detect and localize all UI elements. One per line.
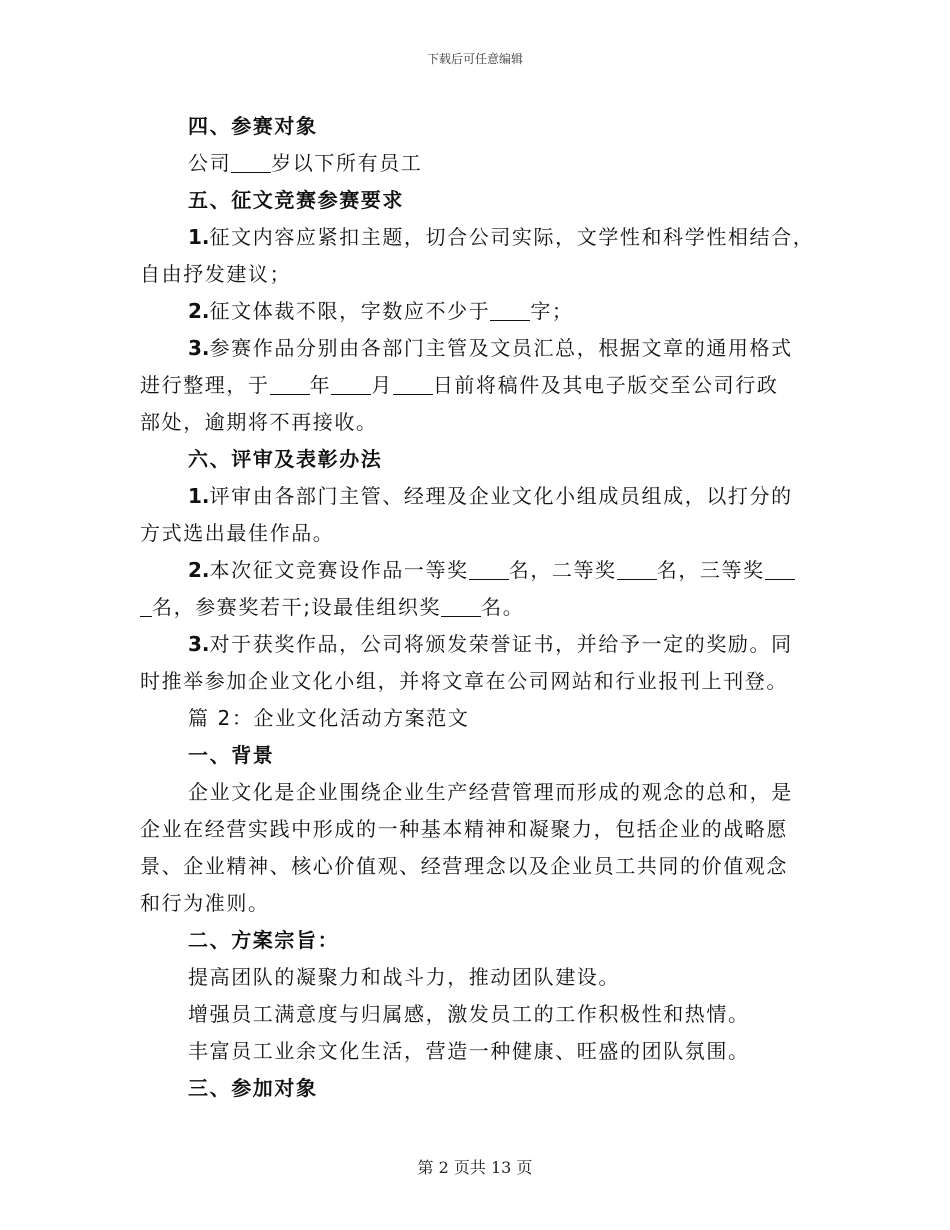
- paragraph-participants: [140, 145, 810, 182]
- list-item-continuation: 时推举参加企业文化小组，并将文章在公司网站和行业报刊上刊登。: [140, 669, 788, 693]
- list-item-review-3: [140, 626, 810, 663]
- list-item-continuation: 自由抒发建议；: [140, 262, 292, 286]
- list-item-continuation: [140, 367, 810, 404]
- text-run: 岁以下所有员工: [271, 151, 423, 175]
- paragraph-line: 和行为准则。: [140, 891, 270, 915]
- fill-in-blank: [393, 372, 433, 395]
- text-run: 参赛作品分别由各部门主管及文员汇总，根据文章的通用格式: [209, 336, 793, 360]
- list-item-continuation: 部处，逾期将不再接收。: [140, 410, 378, 434]
- paragraph-line: 丰富员工业余文化生活，营造一种健康、旺盛的团队氛围。: [188, 1039, 750, 1063]
- list-item-requirement-3: [140, 330, 810, 367]
- fill-in-blank: [331, 372, 371, 395]
- page-number: 第 2 页共 13 页: [417, 1158, 533, 1177]
- item-number: 2.: [188, 558, 210, 582]
- text-run: 名，三等奖: [656, 558, 765, 582]
- text-run: 进行整理，于: [140, 373, 270, 397]
- fill-in-blank: [270, 372, 310, 395]
- section-heading-review: 六、评审及表彰办法: [188, 447, 383, 471]
- section-heading-purpose: 二、方案宗旨：: [188, 928, 340, 952]
- section-heading-background: 一、背景: [188, 743, 275, 767]
- fill-in-blank: [469, 557, 509, 580]
- paragraph-line: 企业在经营实践中形成的一种基本精神和凝聚力，包括企业的战略愿: [140, 817, 788, 841]
- section-heading-attendees: 三、参加对象: [188, 1076, 318, 1100]
- paragraph-line: 提高团队的凝聚力和战斗力，推动团队建设。: [188, 965, 620, 989]
- list-item-requirement-1: [140, 219, 815, 256]
- document-body: [140, 108, 815, 1107]
- text-run: 名，参赛奖若干;设最佳组织奖: [152, 595, 442, 619]
- item-number: 3.: [188, 632, 210, 656]
- text-run: 字；: [530, 299, 574, 323]
- section-heading-participants: 四、参赛对象: [188, 114, 318, 138]
- fill-in-blank: [441, 594, 481, 617]
- fill-in-blank: [617, 557, 657, 580]
- text-run: 公司: [188, 151, 232, 175]
- list-item-continuation: [140, 589, 810, 626]
- list-item-continuation: 方式选出最佳作品。: [140, 521, 335, 545]
- fill-in-blank: [765, 557, 795, 580]
- list-item-review-2: [140, 552, 810, 589]
- text-run: 月: [371, 373, 393, 397]
- paragraph-line: 企业文化是企业围绕企业生产经营管理而形成的观念的总和，是: [188, 780, 793, 804]
- paragraph-line: 增强员工满意度与归属感，激发员工的工作积极性和热情。: [188, 1002, 750, 1026]
- list-item-review-1: [140, 478, 810, 515]
- text-run: 本次征文竞赛设作品一等奖: [209, 558, 469, 582]
- text-run: 征文体裁不限，字数应不少于: [209, 299, 491, 323]
- item-number: 3.: [188, 336, 210, 360]
- header-note: 下载后可任意编辑: [426, 52, 523, 66]
- fill-in-blank: [490, 298, 530, 321]
- item-number: 1.: [188, 225, 210, 249]
- item-number: 1.: [188, 484, 210, 508]
- text-run: 年: [309, 373, 332, 397]
- section-heading-requirements: 五、征文竞赛参赛要求: [188, 188, 404, 212]
- text-run: 对于获奖作品，公司将颁发荣誉证书，并给予一定的奖励。同: [209, 632, 793, 656]
- text-run: 名，二等奖: [508, 558, 617, 582]
- text-run: 征文内容应紧扣主题，切合公司实际，文学性和科学性相结合，: [209, 225, 815, 249]
- list-item-requirement-2: [140, 293, 810, 330]
- paragraph-line: 景、企业精神、核心价值观、经营理念以及企业员工共同的价值观念: [140, 854, 788, 878]
- text-run: 评审由各部门主管、经理及企业文化小组成员组成，以打分的: [209, 484, 793, 508]
- fill-in-blank: [231, 150, 271, 173]
- part-title: 篇 2：企业文化活动方案范文: [188, 706, 470, 730]
- text-run: 名。: [481, 595, 525, 619]
- item-number: 2.: [188, 299, 210, 323]
- text-run: 日前将稿件及其电子版交至公司行政: [432, 373, 779, 397]
- fill-in-blank: [140, 594, 152, 617]
